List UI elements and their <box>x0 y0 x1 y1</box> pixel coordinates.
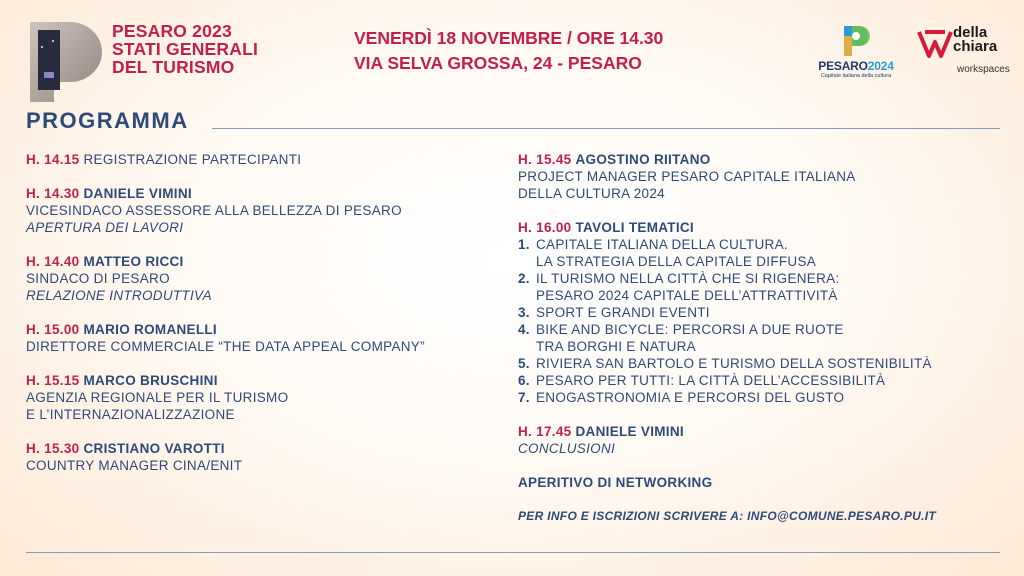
speaker-role: PROJECT MANAGER PESARO CAPITALE ITALIANA <box>518 169 856 184</box>
pesaro2024-tagline: Capitale italiana della cultura <box>820 73 892 79</box>
program-entry <box>26 440 496 474</box>
event-date-time: VENERDÌ 18 NOVEMBRE / ORE 14.30 <box>354 28 664 48</box>
list-item <box>518 321 998 355</box>
speaker-role: SINDACO DI PESARO <box>26 271 170 286</box>
speaker-role: VICESINDACO ASSESSORE ALLA BELLEZZA DI PESARO <box>26 203 402 218</box>
event-title-line: DEL TURISMO <box>112 57 235 77</box>
session-note: CONCLUSIONI <box>518 441 616 456</box>
entry-hour: H. 17.45 <box>518 424 572 439</box>
aperitivo-networking: APERITIVO DI NETWORKING <box>518 475 713 490</box>
list-item <box>518 270 998 304</box>
entry-hour: H. 16.00 <box>518 220 572 235</box>
speaker-name: MATTEO RICCI <box>83 254 184 269</box>
list-number: 2. <box>518 271 530 286</box>
session-note: RELAZIONE INTRODUTTIVA <box>26 288 212 303</box>
programma-heading: PROGRAMMA <box>26 108 189 133</box>
pesaro2024-logo <box>816 22 896 80</box>
speaker-name: MARIO ROMANELLI <box>83 322 217 337</box>
list-line: BIKE AND BICYCLE: PERCORSI A DUE RUOTE <box>536 322 844 337</box>
speaker-role: DIRETTORE COMMERCIALE “THE DATA APPEAL COMPANY” <box>26 339 425 354</box>
heading-divider <box>212 128 1000 129</box>
speaker-role: COUNTRY MANAGER CINA/ENIT <box>26 458 243 473</box>
program-entry <box>26 185 496 236</box>
dellachiara-line1: della <box>953 24 988 41</box>
pesaro2024-name-b: 2024 <box>867 59 894 73</box>
event-title <box>112 22 258 76</box>
program-right-column <box>518 151 998 525</box>
program-entry <box>26 372 496 423</box>
list-line: LA STRATEGIA DELLA CAPITALE DIFFUSA <box>536 254 817 269</box>
program-left-column <box>26 151 496 491</box>
bottom-divider <box>26 552 1000 553</box>
list-item <box>518 372 998 389</box>
list-item <box>518 236 998 270</box>
program-entry <box>26 151 496 168</box>
event-venue: VIA SELVA GROSSA, 24 - PESARO <box>354 53 642 73</box>
pesaro2024-name-a: PESARO <box>818 59 868 73</box>
pesaro2024-mark-icon <box>838 22 874 58</box>
list-line: SPORT E GRANDI EVENTI <box>536 305 710 320</box>
list-number: 3. <box>518 305 530 320</box>
entry-hour: H. 15.00 <box>26 322 80 337</box>
list-item <box>518 389 998 406</box>
pesaro-2023-p-logo <box>26 20 106 104</box>
program-entry <box>518 219 998 406</box>
entry-hour: H. 14.40 <box>26 254 80 269</box>
list-line: RIVIERA SAN BARTOLO E TURISMO DELLA SOSTENIBILITÀ <box>536 356 932 371</box>
list-line: ENOGASTRONOMIA E PERCORSI DEL GUSTO <box>536 390 845 405</box>
speaker-name: AGOSTINO RIITANO <box>575 152 711 167</box>
entry-hour: H. 15.15 <box>26 373 80 388</box>
contact-info: PER INFO E ISCRIZIONI SCRIVERE A: INFO@COMUNE.PESARO.PU.IT <box>518 509 937 523</box>
entry-hour: H. 14.15 <box>26 152 80 167</box>
event-datetime-venue <box>354 26 663 76</box>
list-number: 6. <box>518 373 530 388</box>
speaker-role: AGENZIA REGIONALE PER IL TURISMO <box>26 390 289 405</box>
session-name: TAVOLI TEMATICI <box>575 220 694 235</box>
list-number: 4. <box>518 322 530 337</box>
speaker-name: DANIELE VIMINI <box>83 186 192 201</box>
speaker-role: E L’INTERNAZIONALIZZAZIONE <box>26 407 235 422</box>
entry-hour: H. 14.30 <box>26 186 80 201</box>
entry-title: REGISTRAZIONE PARTECIPANTI <box>83 152 302 167</box>
list-number: 7. <box>518 390 530 405</box>
tavoli-list <box>518 236 998 406</box>
speaker-name: DANIELE VIMINI <box>575 424 684 439</box>
list-line: IL TURISMO NELLA CITTÀ CHE SI RIGENERA: <box>536 271 840 286</box>
program-entry <box>518 423 998 457</box>
dellachiara-line2: chiara <box>953 38 998 55</box>
program-entry <box>26 321 496 355</box>
list-number: 1. <box>518 237 530 252</box>
dellachiara-mark-icon <box>917 26 953 62</box>
speaker-name: CRISTIANO VAROTTI <box>83 441 225 456</box>
list-number: 5. <box>518 356 530 371</box>
dellachiara-subtitle: workspaces <box>957 64 1010 75</box>
list-line: PESARO PER TUTTI: LA CITTÀ DELL’ACCESSIBILITÀ <box>536 373 886 388</box>
list-line: TRA BORGHI E NATURA <box>536 339 696 354</box>
pesaro2024-name <box>816 60 896 73</box>
session-note: APERTURA DEI LAVORI <box>26 220 184 235</box>
list-line: PESARO 2024 CAPITALE DELL’ATTRATTIVITÀ <box>536 288 838 303</box>
event-title-line: STATI GENERALI <box>112 39 259 59</box>
speaker-role: DELLA CULTURA 2024 <box>518 186 665 201</box>
program-entry <box>518 151 998 202</box>
dellachiara-wordmark <box>953 26 997 54</box>
entry-hour: H. 15.30 <box>26 441 80 456</box>
speaker-name: MARCO BRUSCHINI <box>83 373 218 388</box>
program-entry <box>26 253 496 304</box>
list-line: CAPITALE ITALIANA DELLA CULTURA. <box>536 237 788 252</box>
list-item <box>518 304 998 321</box>
event-title-line: PESARO 2023 <box>112 21 232 41</box>
entry-hour: H. 15.45 <box>518 152 572 167</box>
list-item <box>518 355 998 372</box>
